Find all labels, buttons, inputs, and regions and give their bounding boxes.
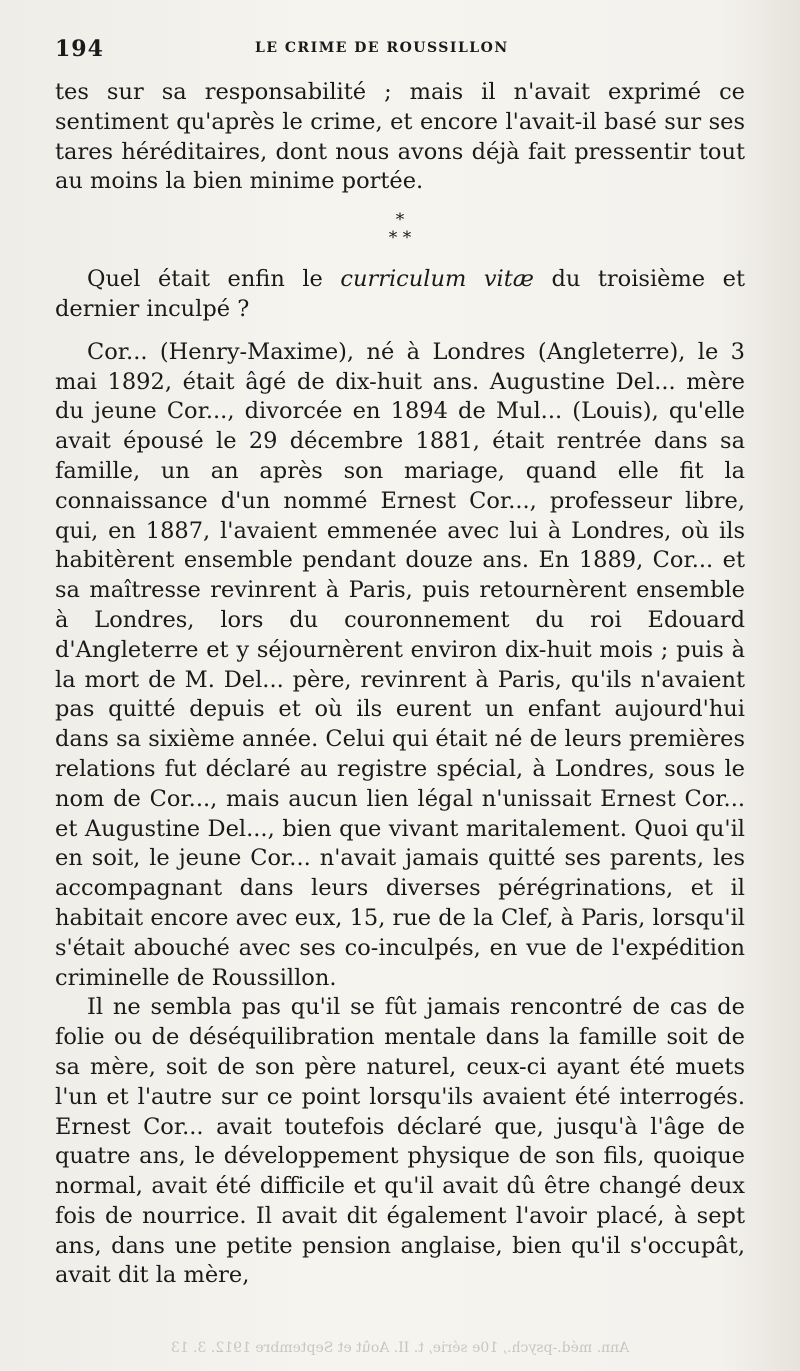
paragraph-continuation: tes sur sa responsabilité ; mais il n'avait exprimé ce sentiment qu'après le crime, et encore l'avait-il basé sur ses tares héréditaires, dont nous avons déjà fait pressentir tout au moins la bien minime portée.	[55, 79, 745, 195]
paragraph-question	[55, 265, 745, 325]
bleed-through-footer: Ann. méd.-psych., 10e série, t. II. Août et Septembre 1912. 3. 13	[170, 1340, 630, 1356]
paragraph-biography: Cor... (Henry-Maxime), né à Londres (Angleterre), le 3 mai 1892, était âgé de dix-huit ans. Augustine Del... mère du jeune Cor..., divorcée en 1894 de Mul... (Louis), qu'elle avait épousé le 29 décembre 1881, était rentrée dans sa famille, un an après son mariage, quand elle fit la connaissance d'un nommé Ernest Cor..., professeur libre, qui, en 1887, l'avaient emmenée avec lui à Londres, où ils habitèrent ensemble pendant douze ans. En 1889, Cor... et sa maîtresse revinrent à Paris, puis retournèrent ensemble à Londres, lors du couronnement du roi Edouard d'Angleterre et y séjournèrent environ dix-huit mois ; puis à la mort de M. Del... père, revinrent à Paris, qu'ils n'avaient pas quitté depuis et où ils eurent un enfant aujourd'hui dans sa sixième année. Celui qui était né de leurs premières relations fut déclaré au registre spécial, à Londres, sous le nom de Cor..., mais aucun lien légal n'unissait Ernest Cor... et Augustine Del..., bien que vivant maritalement. Quoi qu'il en soit, le jeune Cor... n'avait jamais quitté ses parents, les accompagnant dans leurs diverses pérégrinations, et il habitait encore avec eux, 15, rue de la Clef, à Paris, lorsqu'il s'était abouché avec ses co-inculpés, en vue de l'expédition criminelle de Roussillon.	[55, 338, 745, 991]
paragraph-heredity: Il ne sembla pas qu'il se fût jamais rencontré de cas de folie ou de déséquilibration mentale dans la famille soit de sa mère, soit de son père naturel, ceux-ci ayant été muets l'un et l'autre sur ce point lorsqu'ils avaient été interrogés. Ernest Cor... avait toutefois déclaré que, jusqu'à l'âge de quatre ans, le développement physique de son fils, quoique normal, avait été difficile et qu'il avait dû être changé deux fois de nourrice. Il avait dit également l'avoir placé, à sept ans, dans une petite pension anglaise, bien qu'il s'occupât, avait dit la mère,	[55, 994, 745, 1289]
question-italic-term: curriculum vitæ	[340, 266, 534, 293]
question-text-start: Quel était enfin le	[87, 266, 341, 293]
running-head	[55, 36, 755, 66]
question-text-end: du troisième et dernier inculpé ?	[55, 266, 745, 322]
asterism-top: *	[395, 210, 405, 231]
asterism-bottom: * *	[388, 228, 412, 249]
page-number: 194	[55, 36, 104, 62]
section-break-asterism	[55, 211, 745, 247]
body-text	[55, 78, 745, 1291]
running-title: LE CRIME DE ROUSSILLON	[255, 40, 509, 56]
